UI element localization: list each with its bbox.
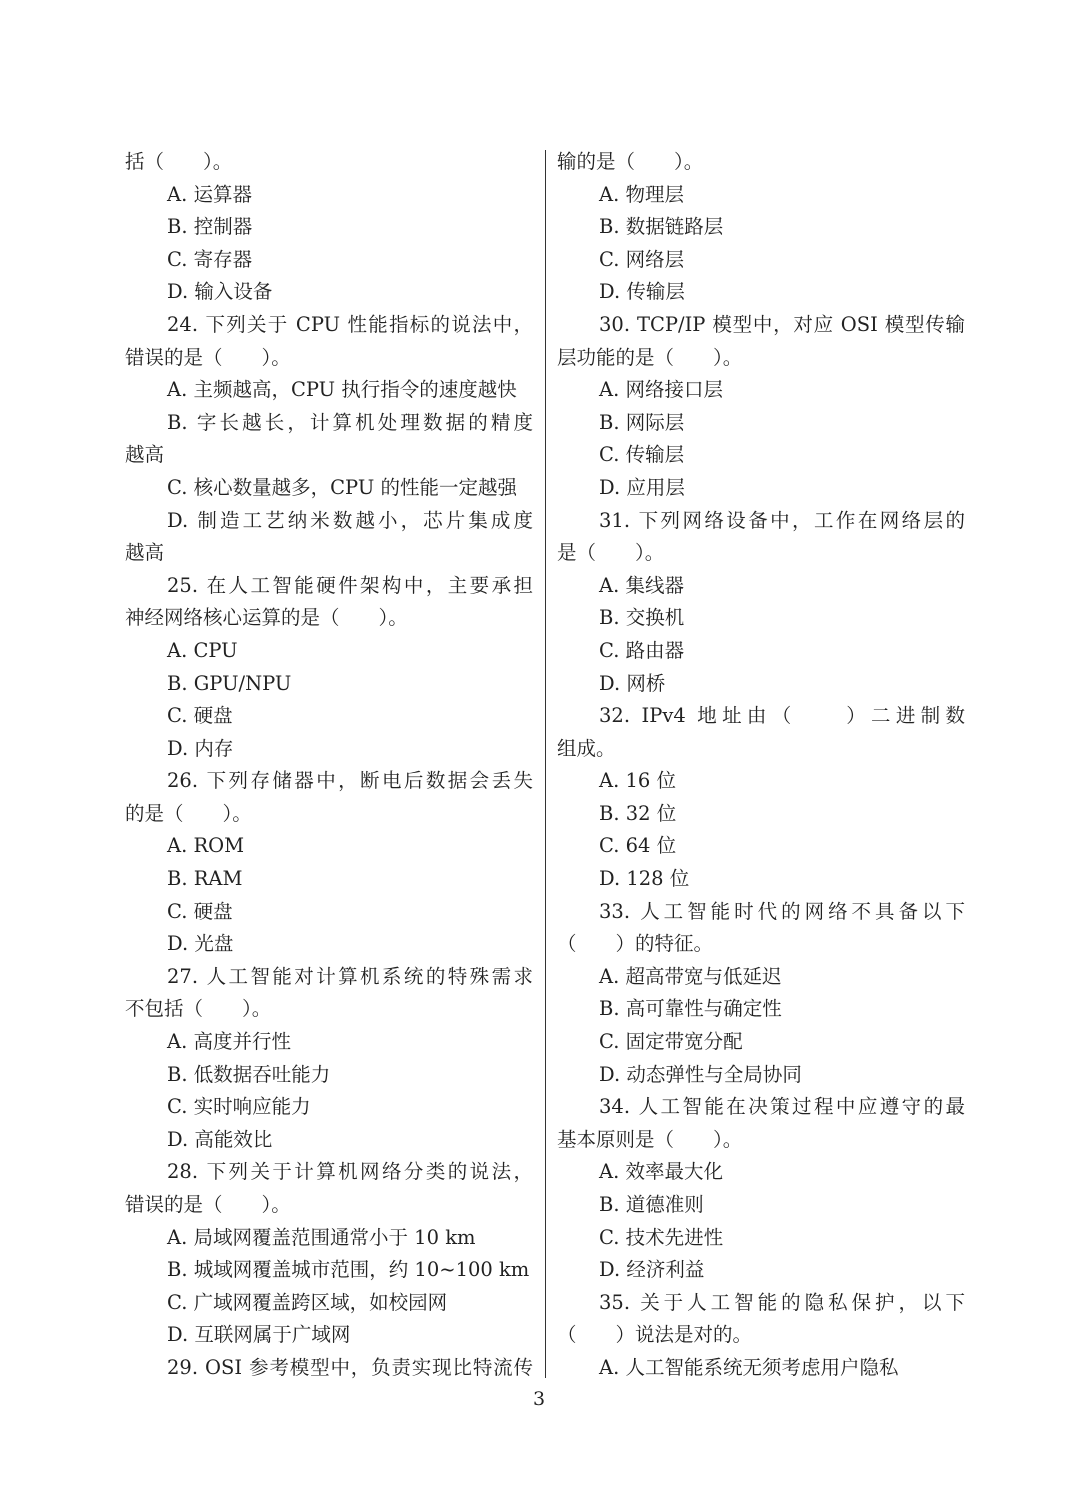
question-stem: 35. 关于人工智能的隐私保护，以下 [599,1290,965,1314]
question-stem: 30. TCP/IP 模型中，对应 OSI 模型传输 [599,312,965,336]
question-stem: 33. 人工智能时代的网络不具备以下 [599,899,965,923]
answer-option: C. 路由器 [599,638,685,662]
answer-option: A. 物理层 [599,182,684,206]
answer-option: D. 制造工艺纳米数越小，芯片集成度 [167,508,533,532]
answer-option: C. 寄存器 [167,247,253,271]
answer-option: A. 主频越高，CPU 执行指令的速度越快 [167,378,517,402]
answer-option: B. 城域网覆盖城市范围，约 10~100 km [167,1258,530,1282]
text-line: 的是（ ）。 [125,801,252,825]
answer-option: B. 高可靠性与确定性 [599,997,782,1021]
text-line: 不包括（ ）。 [125,997,272,1021]
answer-option: C. 核心数量越多，CPU 的性能一定越强 [167,475,517,499]
answer-option: C. 广域网覆盖跨区域，如校园网 [167,1290,448,1314]
answer-option: A. 16 位 [599,769,676,793]
answer-option: D. 光盘 [167,932,234,956]
question-stem: 28. 下列关于计算机网络分类的说法， [167,1160,533,1184]
answer-option: B. 道德准则 [599,1193,704,1216]
question-stem: 27. 人工智能对计算机系统的特殊需求 [167,964,533,988]
answer-option: A. 效率最大化 [599,1160,723,1184]
answer-option: D. 互联网属于广域网 [167,1323,351,1347]
answer-option: D. 128 位 [599,867,690,891]
text-line: 错误的是（ ）。 [125,1193,291,1216]
text-line: 括（ ）。 [125,150,233,173]
answer-option: A. ROM [167,834,245,858]
answer-option: B. 数据链路层 [599,215,724,239]
answer-option: D. 应用层 [599,475,685,499]
text-line: 组成。 [557,736,616,760]
text-line: 错误的是（ ）。 [125,345,291,369]
answer-option: C. 固定带宽分配 [599,1030,743,1054]
answer-option: B. 字长越长，计算机处理数据的精度 [167,410,533,434]
text-line: 是（ ）。 [557,541,665,565]
text-line: 基本原则是（ ）。 [557,1127,743,1151]
question-stem: 34. 人工智能在决策过程中应遵守的最 [599,1095,965,1119]
answer-option: C. 实时响应能力 [167,1095,311,1119]
text-line: 越高 [125,443,165,467]
answer-option: A. 集线器 [599,573,684,597]
text-line: （ ）说法是对的。 [557,1323,753,1347]
answer-option: D. 网桥 [599,671,666,695]
answer-option: B. 网际层 [599,410,685,434]
column-divider [545,150,546,1378]
answer-option: D. 高能效比 [167,1127,273,1151]
answer-option: A. 超高带宽与低延迟 [599,964,782,988]
answer-option: C. 硬盘 [167,704,233,728]
answer-option: C. 传输层 [599,443,685,467]
right-column [557,146,965,1385]
answer-option: B. 交换机 [599,606,685,630]
answer-option: B. RAM [167,867,243,891]
answer-option: A. 高度并行性 [167,1030,291,1054]
question-stem: 25. 在人工智能硬件架构中，主要承担 [167,573,533,597]
answer-option: C. 技术先进性 [599,1225,724,1249]
answer-option: B. 控制器 [167,215,253,239]
answer-option: D. 输入设备 [167,280,273,304]
answer-option: D. 内存 [167,736,234,760]
answer-option: A. CPU [167,638,238,662]
text-line: 越高 [125,541,165,565]
answer-option: A. 运算器 [167,182,252,206]
text-line: （ ）的特征。 [557,932,714,956]
page-number: 3 [532,1388,546,1410]
left-column [125,146,533,1385]
answer-option: B. GPU/NPU [167,671,292,695]
answer-option: A. 局域网覆盖范围通常小于 10 km [167,1225,476,1249]
answer-option: D. 动态弹性与全局协同 [599,1062,802,1086]
answer-option: B. 32 位 [599,801,677,825]
text-line: 神经网络核心运算的是（ ）。 [125,606,408,630]
text-line: 层功能的是（ ）。 [557,345,743,369]
answer-option: C. 64 位 [599,834,677,858]
answer-option: A. 网络接口层 [599,378,723,402]
answer-option: C. 硬盘 [167,899,233,923]
answer-option: D. 传输层 [599,280,685,304]
text-line: 输的是（ ）。 [557,150,704,173]
answer-option: C. 网络层 [599,247,685,271]
question-stem: 32. IPv4 地址由（ ）二进制数 [599,704,965,728]
question-stem: 31. 下列网络设备中，工作在网络层的 [599,508,965,532]
question-stem: 24. 下列关于 CPU 性能指标的说法中， [167,312,533,336]
question-stem: 29. OSI 参考模型中，负责实现比特流传 [167,1355,533,1379]
answer-option: B. 低数据吞吐能力 [167,1062,331,1086]
answer-option: D. 经济利益 [599,1258,705,1282]
answer-option: A. 人工智能系统无须考虑用户隐私 [599,1355,899,1379]
question-stem: 26. 下列存储器中，断电后数据会丢失 [167,769,533,793]
